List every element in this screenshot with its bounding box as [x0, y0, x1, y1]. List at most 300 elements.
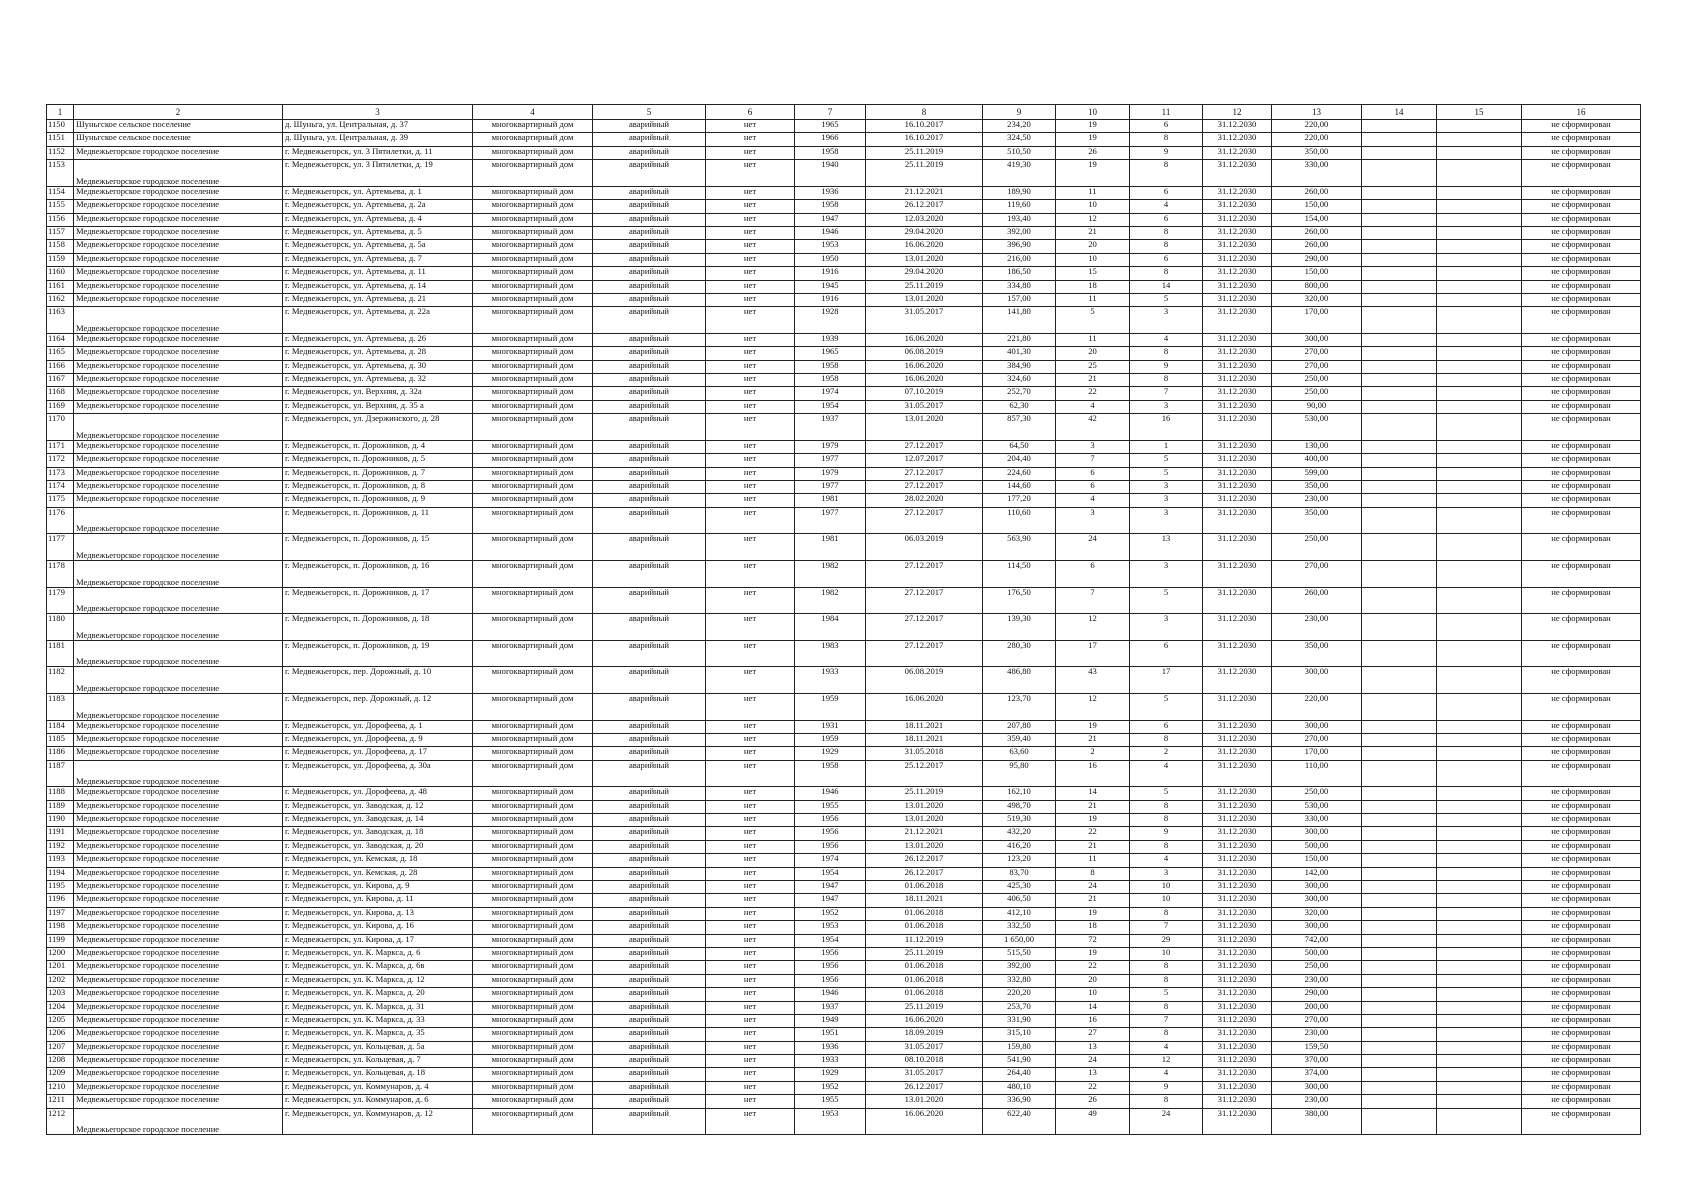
build-year-cell: 1958 [795, 374, 866, 387]
column-15-cell [1437, 1081, 1522, 1094]
column-14-cell [1362, 840, 1437, 853]
condition-cell: аварийный [593, 640, 706, 667]
cost-cell: 350,00 [1272, 640, 1362, 667]
settlement-cell: Медвежьегорское городское поселение [74, 440, 283, 453]
residents-cell: 24 [1056, 881, 1130, 894]
column-14-cell [1362, 414, 1437, 441]
status-cell: не сформирован [1522, 213, 1641, 226]
column-15-cell [1437, 293, 1522, 306]
recognition-date-cell: 06.08.2019 [866, 667, 983, 694]
flag-cell: нет [706, 333, 795, 346]
flag-cell: нет [706, 1055, 795, 1068]
apartments-cell: 8 [1130, 840, 1203, 853]
cost-cell: 200,00 [1272, 1001, 1362, 1014]
status-cell: не сформирован [1522, 854, 1641, 867]
address-cell: г. Медвежьегорск, ул. К. Маркса, д. 12 [283, 974, 473, 987]
cost-cell: 110,00 [1272, 760, 1362, 787]
settlement-cell: Медвежьегорское городское поселение [74, 907, 283, 920]
build-year-cell: 1966 [795, 133, 866, 146]
cost-cell: 270,00 [1272, 347, 1362, 360]
status-cell: не сформирован [1522, 1001, 1641, 1014]
deadline-cell: 31.12.2030 [1203, 1081, 1272, 1094]
recognition-date-cell: 01.06.2018 [866, 921, 983, 934]
table-row [47, 146, 1641, 159]
deadline-cell: 31.12.2030 [1203, 854, 1272, 867]
build-year-cell: 1928 [795, 307, 866, 334]
column-15-cell [1437, 1014, 1522, 1027]
status-cell: не сформирован [1522, 934, 1641, 947]
status-cell: не сформирован [1522, 560, 1641, 587]
build-year-cell: 1956 [795, 827, 866, 840]
condition-cell: аварийный [593, 934, 706, 947]
residents-cell: 19 [1056, 814, 1130, 827]
flag-cell: нет [706, 640, 795, 667]
area-cell: 207,80 [983, 720, 1056, 733]
residents-cell: 6 [1056, 560, 1130, 587]
residents-cell: 21 [1056, 894, 1130, 907]
condition-cell: аварийный [593, 133, 706, 146]
deadline-cell: 31.12.2030 [1203, 921, 1272, 934]
column-15-cell [1437, 667, 1522, 694]
table-row [47, 867, 1641, 880]
condition-cell: аварийный [593, 440, 706, 453]
column-15-cell [1437, 280, 1522, 293]
settlement-cell: Медвежьегорское городское поселение [74, 640, 283, 667]
address-cell: г. Медвежьегорск, ул. Артемьева, д. 5а [283, 240, 473, 253]
column-14-cell [1362, 387, 1437, 400]
deadline-cell: 31.12.2030 [1203, 867, 1272, 880]
column-14-cell [1362, 240, 1437, 253]
area-cell: 332,50 [983, 921, 1056, 934]
apartments-cell: 17 [1130, 667, 1203, 694]
column-15-cell [1437, 374, 1522, 387]
status-cell: не сформирован [1522, 1095, 1641, 1108]
column-15-cell [1437, 840, 1522, 853]
deadline-cell: 31.12.2030 [1203, 814, 1272, 827]
status-cell: не сформирован [1522, 614, 1641, 641]
column-15-cell [1437, 414, 1522, 441]
column-15-cell [1437, 907, 1522, 920]
build-year-cell: 1933 [795, 667, 866, 694]
settlement-cell: Медвежьегорское городское поселение [74, 587, 283, 614]
address-cell: г. Медвежьегорск, ул. Кольцевая, д. 18 [283, 1068, 473, 1081]
cost-cell: 350,00 [1272, 480, 1362, 493]
table-row [47, 226, 1641, 239]
deadline-cell: 31.12.2030 [1203, 146, 1272, 159]
residents-cell: 21 [1056, 733, 1130, 746]
apartments-cell: 7 [1130, 387, 1203, 400]
area-cell: 186,50 [983, 267, 1056, 280]
column-14-cell [1362, 1041, 1437, 1054]
deadline-cell: 31.12.2030 [1203, 881, 1272, 894]
row-number-cell: 1208 [47, 1055, 74, 1068]
apartments-cell: 14 [1130, 280, 1203, 293]
deadline-cell: 31.12.2030 [1203, 560, 1272, 587]
flag-cell: нет [706, 693, 795, 720]
condition-cell: аварийный [593, 226, 706, 239]
residents-cell: 22 [1056, 1081, 1130, 1094]
apartments-cell: 3 [1130, 480, 1203, 493]
status-cell: не сформирован [1522, 120, 1641, 133]
settlement-cell: Медвежьегорское городское поселение [74, 1108, 283, 1135]
cost-cell: 250,00 [1272, 374, 1362, 387]
residents-cell: 27 [1056, 1028, 1130, 1041]
build-year-cell: 1931 [795, 720, 866, 733]
row-number-cell: 1156 [47, 213, 74, 226]
recognition-date-cell: 16.06.2020 [866, 240, 983, 253]
apartments-cell: 3 [1130, 507, 1203, 534]
table-row [47, 1068, 1641, 1081]
build-year-cell: 1965 [795, 347, 866, 360]
table-row [47, 934, 1641, 947]
area-cell: 486,80 [983, 667, 1056, 694]
column-15-cell [1437, 961, 1522, 974]
build-year-cell: 1977 [795, 507, 866, 534]
area-cell: 425,30 [983, 881, 1056, 894]
deadline-cell: 31.12.2030 [1203, 667, 1272, 694]
residents-cell: 21 [1056, 840, 1130, 853]
settlement-cell: Медвежьегорское городское поселение [74, 374, 283, 387]
building-type-cell: многоквартирный дом [473, 894, 593, 907]
recognition-date-cell: 31.05.2017 [866, 400, 983, 413]
address-cell: г. Медвежьегорск, ул. Кольцевая, д. 5а [283, 1041, 473, 1054]
area-cell: 253,70 [983, 1001, 1056, 1014]
area-cell: 324,60 [983, 374, 1056, 387]
apartments-cell: 6 [1130, 720, 1203, 733]
area-cell: 159,80 [983, 1041, 1056, 1054]
row-number-cell: 1171 [47, 440, 74, 453]
cost-cell: 300,00 [1272, 1081, 1362, 1094]
area-cell: 396,90 [983, 240, 1056, 253]
status-cell: не сформирован [1522, 467, 1641, 480]
column-14-cell [1362, 400, 1437, 413]
recognition-date-cell: 31.05.2017 [866, 307, 983, 334]
area-cell: 331,90 [983, 1014, 1056, 1027]
build-year-cell: 1979 [795, 440, 866, 453]
recognition-date-cell: 13.01.2020 [866, 800, 983, 813]
address-cell: г. Медвежьегорск, ул. Артемьева, д. 28 [283, 347, 473, 360]
building-type-cell: многоквартирный дом [473, 440, 593, 453]
residents-cell: 2 [1056, 747, 1130, 760]
cost-cell: 150,00 [1272, 200, 1362, 213]
table-row [47, 1001, 1641, 1014]
column-15-cell [1437, 1041, 1522, 1054]
flag-cell: нет [706, 587, 795, 614]
status-cell: не сформирован [1522, 1081, 1641, 1094]
area-cell: 224,60 [983, 467, 1056, 480]
settlement-cell: Медвежьегорское городское поселение [74, 200, 283, 213]
column-header: 15 [1437, 105, 1522, 120]
building-type-cell: многоквартирный дом [473, 934, 593, 947]
recognition-date-cell: 25.11.2019 [866, 947, 983, 960]
cost-cell: 500,00 [1272, 840, 1362, 853]
build-year-cell: 1953 [795, 921, 866, 934]
area-cell: 324,50 [983, 133, 1056, 146]
settlement-cell: Медвежьегорское городское поселение [74, 961, 283, 974]
cost-cell: 250,00 [1272, 534, 1362, 561]
residents-cell: 10 [1056, 253, 1130, 266]
settlement-cell: Медвежьегорское городское поселение [74, 1081, 283, 1094]
build-year-cell: 1981 [795, 494, 866, 507]
condition-cell: аварийный [593, 1028, 706, 1041]
column-14-cell [1362, 253, 1437, 266]
building-type-cell: многоквартирный дом [473, 400, 593, 413]
recognition-date-cell: 31.05.2018 [866, 747, 983, 760]
deadline-cell: 31.12.2030 [1203, 347, 1272, 360]
build-year-cell: 1974 [795, 387, 866, 400]
column-14-cell [1362, 280, 1437, 293]
column-15-cell [1437, 333, 1522, 346]
condition-cell: аварийный [593, 560, 706, 587]
area-cell: 510,50 [983, 146, 1056, 159]
settlement-cell: Медвежьегорское городское поселение [74, 720, 283, 733]
condition-cell: аварийный [593, 293, 706, 306]
row-number-cell: 1210 [47, 1081, 74, 1094]
table-row [47, 440, 1641, 453]
status-cell: не сформирован [1522, 1108, 1641, 1135]
building-type-cell: многоквартирный дом [473, 333, 593, 346]
build-year-cell: 1953 [795, 1108, 866, 1135]
building-type-cell: многоквартирный дом [473, 733, 593, 746]
recognition-date-cell: 18.11.2021 [866, 733, 983, 746]
cost-cell: 270,00 [1272, 560, 1362, 587]
status-cell: не сформирован [1522, 881, 1641, 894]
area-cell: 123,20 [983, 854, 1056, 867]
condition-cell: аварийный [593, 907, 706, 920]
status-cell: не сформирован [1522, 200, 1641, 213]
table-row [47, 881, 1641, 894]
building-type-cell: многоквартирный дом [473, 160, 593, 187]
area-cell: 384,90 [983, 360, 1056, 373]
area-cell: 412,10 [983, 907, 1056, 920]
recognition-date-cell: 27.12.2017 [866, 440, 983, 453]
status-cell: не сформирован [1522, 400, 1641, 413]
build-year-cell: 1946 [795, 787, 866, 800]
column-15-cell [1437, 800, 1522, 813]
cost-cell: 220,00 [1272, 693, 1362, 720]
residents-cell: 17 [1056, 640, 1130, 667]
apartments-cell: 5 [1130, 454, 1203, 467]
column-14-cell [1362, 640, 1437, 667]
cost-cell: 130,00 [1272, 440, 1362, 453]
table-row [47, 347, 1641, 360]
row-number-cell: 1181 [47, 640, 74, 667]
table-row [47, 693, 1641, 720]
column-15-cell [1437, 120, 1522, 133]
recognition-date-cell: 13.01.2020 [866, 1095, 983, 1108]
building-type-cell: многоквартирный дом [473, 267, 593, 280]
area-cell: 252,70 [983, 387, 1056, 400]
table-row [47, 961, 1641, 974]
cost-cell: 230,00 [1272, 974, 1362, 987]
row-number-cell: 1203 [47, 988, 74, 1001]
column-15-cell [1437, 1095, 1522, 1108]
cost-cell: 330,00 [1272, 814, 1362, 827]
area-cell: 119,60 [983, 200, 1056, 213]
recognition-date-cell: 16.06.2020 [866, 1108, 983, 1135]
cost-cell: 220,00 [1272, 120, 1362, 133]
column-15-cell [1437, 894, 1522, 907]
residents-cell: 42 [1056, 414, 1130, 441]
flag-cell: нет [706, 293, 795, 306]
flag-cell: нет [706, 160, 795, 187]
area-cell: 419,30 [983, 160, 1056, 187]
apartments-cell: 6 [1130, 213, 1203, 226]
deadline-cell: 31.12.2030 [1203, 907, 1272, 920]
housing-register-table [46, 104, 1641, 1135]
column-15-cell [1437, 454, 1522, 467]
recognition-date-cell: 08.10.2018 [866, 1055, 983, 1068]
apartments-cell: 10 [1130, 881, 1203, 894]
address-cell: г. Медвежьегорск, ул. Кирова, д. 16 [283, 921, 473, 934]
residents-cell: 3 [1056, 440, 1130, 453]
deadline-cell: 31.12.2030 [1203, 1028, 1272, 1041]
settlement-cell: Медвежьегорское городское поселение [74, 1068, 283, 1081]
settlement-cell: Медвежьегорское городское поселение [74, 414, 283, 441]
deadline-cell: 31.12.2030 [1203, 934, 1272, 947]
flag-cell: нет [706, 467, 795, 480]
cost-cell: 159,50 [1272, 1041, 1362, 1054]
building-type-cell: многоквартирный дом [473, 133, 593, 146]
apartments-cell: 6 [1130, 640, 1203, 667]
flag-cell: нет [706, 614, 795, 641]
condition-cell: аварийный [593, 747, 706, 760]
table-row [47, 800, 1641, 813]
building-type-cell: многоквартирный дом [473, 307, 593, 334]
column-14-cell [1362, 1095, 1437, 1108]
column-header: 5 [593, 105, 706, 120]
cost-cell: 400,00 [1272, 454, 1362, 467]
address-cell: г. Медвежьегорск, ул. Кирова, д. 9 [283, 881, 473, 894]
condition-cell: аварийный [593, 614, 706, 641]
condition-cell: аварийный [593, 333, 706, 346]
address-cell: г. Медвежьегорск, ул. Артемьева, д. 14 [283, 280, 473, 293]
address-cell: г. Медвежьегорск, ул. Кирова, д. 13 [283, 907, 473, 920]
condition-cell: аварийный [593, 1001, 706, 1014]
flag-cell: нет [706, 720, 795, 733]
column-14-cell [1362, 921, 1437, 934]
recognition-date-cell: 16.06.2020 [866, 1014, 983, 1027]
flag-cell: нет [706, 186, 795, 199]
status-cell: не сформирован [1522, 814, 1641, 827]
status-cell: не сформирован [1522, 307, 1641, 334]
flag-cell: нет [706, 760, 795, 787]
condition-cell: аварийный [593, 280, 706, 293]
cost-cell: 530,00 [1272, 800, 1362, 813]
build-year-cell: 1916 [795, 267, 866, 280]
building-type-cell: многоквартирный дом [473, 760, 593, 787]
column-14-cell [1362, 200, 1437, 213]
condition-cell: аварийный [593, 867, 706, 880]
row-number-cell: 1192 [47, 840, 74, 853]
area-cell: 498,70 [983, 800, 1056, 813]
cost-cell: 330,00 [1272, 160, 1362, 187]
cost-cell: 270,00 [1272, 733, 1362, 746]
settlement-cell: Медвежьегорское городское поселение [74, 347, 283, 360]
recognition-date-cell: 27.12.2017 [866, 560, 983, 587]
building-type-cell: многоквартирный дом [473, 414, 593, 441]
address-cell: г. Медвежьегорск, ул. 3 Пятилетки, д. 11 [283, 146, 473, 159]
building-type-cell: многоквартирный дом [473, 226, 593, 239]
table-row [47, 988, 1641, 1001]
build-year-cell: 1950 [795, 253, 866, 266]
settlement-cell: Медвежьегорское городское поселение [74, 1001, 283, 1014]
apartments-cell: 7 [1130, 921, 1203, 934]
flag-cell: нет [706, 840, 795, 853]
build-year-cell: 1949 [795, 1014, 866, 1027]
flag-cell: нет [706, 374, 795, 387]
condition-cell: аварийный [593, 814, 706, 827]
table-row [47, 720, 1641, 733]
cost-cell: 300,00 [1272, 720, 1362, 733]
column-15-cell [1437, 720, 1522, 733]
address-cell: г. Медвежьегорск, п. Дорожников, д. 4 [283, 440, 473, 453]
residents-cell: 21 [1056, 374, 1130, 387]
column-15-cell [1437, 1108, 1522, 1135]
settlement-cell: Медвежьегорское городское поселение [74, 253, 283, 266]
building-type-cell: многоквартирный дом [473, 921, 593, 934]
deadline-cell: 31.12.2030 [1203, 240, 1272, 253]
building-type-cell: многоквартирный дом [473, 747, 593, 760]
build-year-cell: 1956 [795, 947, 866, 960]
deadline-cell: 31.12.2030 [1203, 787, 1272, 800]
address-cell: г. Медвежьегорск, ул. Заводская, д. 14 [283, 814, 473, 827]
column-header: 11 [1130, 105, 1203, 120]
status-cell: не сформирован [1522, 907, 1641, 920]
column-15-cell [1437, 854, 1522, 867]
status-cell: не сформирован [1522, 787, 1641, 800]
build-year-cell: 1956 [795, 840, 866, 853]
row-number-cell: 1209 [47, 1068, 74, 1081]
cost-cell: 500,00 [1272, 947, 1362, 960]
column-header: 8 [866, 105, 983, 120]
condition-cell: аварийный [593, 881, 706, 894]
area-cell: 264,40 [983, 1068, 1056, 1081]
building-type-cell: многоквартирный дом [473, 146, 593, 159]
building-type-cell: многоквартирный дом [473, 720, 593, 733]
condition-cell: аварийный [593, 1108, 706, 1135]
building-type-cell: многоквартирный дом [473, 213, 593, 226]
status-cell: не сформирован [1522, 827, 1641, 840]
flag-cell: нет [706, 253, 795, 266]
row-number-cell: 1199 [47, 934, 74, 947]
build-year-cell: 1936 [795, 186, 866, 199]
status-cell: не сформирован [1522, 947, 1641, 960]
flag-cell: нет [706, 440, 795, 453]
apartments-cell: 3 [1130, 614, 1203, 641]
area-cell: 519,30 [983, 814, 1056, 827]
column-header: 16 [1522, 105, 1641, 120]
apartments-cell: 4 [1130, 1041, 1203, 1054]
residents-cell: 7 [1056, 454, 1130, 467]
column-15-cell [1437, 507, 1522, 534]
residents-cell: 8 [1056, 867, 1130, 880]
settlement-cell: Медвежьегорское городское поселение [74, 267, 283, 280]
address-cell: г. Медвежьегорск, ул. Артемьева, д. 1 [283, 186, 473, 199]
condition-cell: аварийный [593, 160, 706, 187]
table-row [47, 667, 1641, 694]
column-14-cell [1362, 507, 1437, 534]
row-number-cell: 1189 [47, 800, 74, 813]
cost-cell: 530,00 [1272, 414, 1362, 441]
building-type-cell: многоквартирный дом [473, 640, 593, 667]
condition-cell: аварийный [593, 374, 706, 387]
address-cell: г. Медвежьегорск, п. Дорожников, д. 15 [283, 534, 473, 561]
condition-cell: аварийный [593, 534, 706, 561]
area-cell: 622,40 [983, 1108, 1056, 1135]
recognition-date-cell: 31.05.2017 [866, 1041, 983, 1054]
build-year-cell: 1939 [795, 333, 866, 346]
